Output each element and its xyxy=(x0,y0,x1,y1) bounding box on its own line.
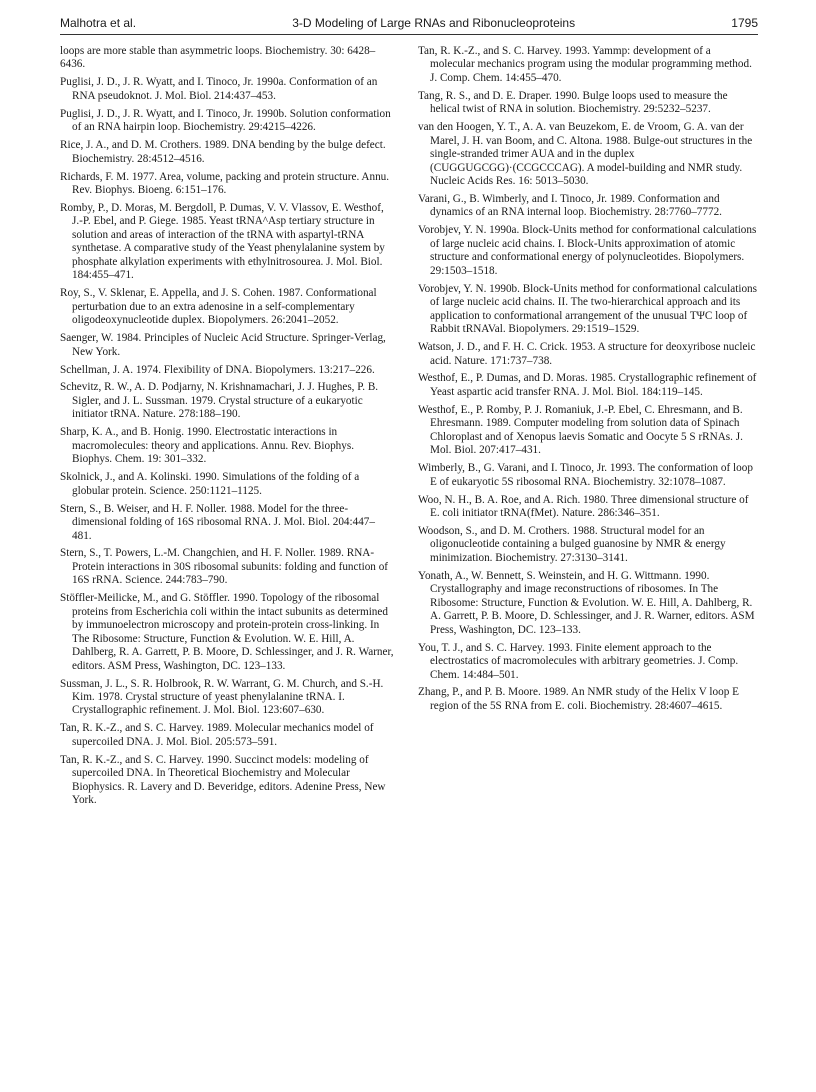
reference-item: Sussman, J. L., S. R. Holbrook, R. W. Warrant, G. M. Church, and S.-H. Kim. 1978. Crystal structure of yeast phenylalanine tRNA. I. Crystallographic refinement. J. Mol. Biol. 123:607–630. xyxy=(60,677,384,717)
reference-item: Skolnick, J., and A. Kolinski. 1990. Simulations of the folding of a globular protein. Science. 250:1121–1125. xyxy=(60,471,360,497)
reference-item: Tan, R. K.-Z., and S. C. Harvey. 1993. Yammp: development of a molecular mechanics program using the modular programming method. J. Comp. Chem. 14:455–470. xyxy=(418,45,752,84)
reference-item: Rice, J. A., and D. M. Crothers. 1989. DNA bending by the bulge defect. Biochemistry. 28:4512–4516. xyxy=(60,139,386,165)
reference-item: Romby, P., D. Moras, M. Bergdoll, P. Dumas, V. V. Vlassov, E. Westhof, J.-P. Ebel, and P. Giege. 1985. Yeast tRNA^Asp tertiary structure in solution and areas of interaction of the tRNA with aspartyl-tRNA synthetase. A comparative study of the Yeast phenylalanine system by phosphate alkylation experiments with ethylnitrosourea. J. Mol. Biol. 184:455–471. xyxy=(60,202,385,282)
reference-item: Westhof, E., P. Dumas, and D. Moras. 1985. Crystallographic refinement of Yeast aspartic acid transfer RNA. J. Mol. Biol. 184:119–145. xyxy=(418,372,757,398)
reference-item: Schevitz, R. W., A. D. Podjarny, N. Krishnamachari, J. J. Hughes, P. B. Sigler, and J. L. Sussman. 1979. Crystal structure of a eukaryotic initiator tRNA. Nature. 278:188–190. xyxy=(60,381,379,421)
reference-item: Saenger, W. 1984. Principles of Nucleic Acid Structure. Springer-Verlag, New York. xyxy=(60,332,386,358)
page-number: 1795 xyxy=(731,16,758,30)
reference-item: Stern, S., T. Powers, L.-M. Changchien, and H. F. Noller. 1989. RNA-Protein interactions in 30S ribosomal subunits: folding and function of 16S rRNA. Science. 244:783–790. xyxy=(60,547,389,587)
reference-column-right xyxy=(418,45,758,718)
title-running-head: 3-D Modeling of Large RNAs and Ribonucleoproteins xyxy=(292,16,576,30)
reference-item: Westhof, E., P. Romby, P. J. Romaniuk, J.-P. Ebel, C. Ehresmann, and B. Ehresmann. 1989. Computer modeling from solution data of Spinach Chloroplast and of Xenopus laevis Somatic and Oocyte 5 S rRNAs. J. Mol. Biol. 207:417–431. xyxy=(418,403,743,457)
reference-item: Wimberly, B., G. Varani, and I. Tinoco, Jr. 1993. The conformation of loop E of eukaryotic 5S ribosomal RNA. Biochemistry. 32:1078–1087. xyxy=(418,462,753,488)
reference-item: Puglisi, J. D., J. R. Wyatt, and I. Tinoco, Jr. 1990a. Conformation of an RNA pseudoknot. J. Mol. Biol. 214:437–453. xyxy=(60,76,378,102)
reference-item: Stern, S., B. Weiser, and H. F. Noller. 1988. Model for the three-dimensional folding of 16S ribosomal RNA. J. Mol. Biol. 204:447–481. xyxy=(60,502,375,542)
reference-item: Yonath, A., W. Bennett, S. Weinstein, and H. G. Wittmann. 1990. Crystallography and image reconstructions of ribosomes. In The Ribosome: Structure, Function & Evolution. W. E. Hill, A. Dahlberg, R. A. Garrett, P. B. Moore, D. Schlessinger, and J. R. Warner, editors. ASM Press, Washington, DC. 123–133. xyxy=(418,569,755,636)
reference-column-left xyxy=(60,45,394,812)
reference-item: Richards, F. M. 1977. Area, volume, packing and protein structure. Annu. Rev. Biophys. Bioeng. 6:151–176. xyxy=(60,170,390,197)
reference-item: Woo, N. H., B. A. Roe, and A. Rich. 1980. Three dimensional structure of E. coli initiator tRNA(fMet). Nature. 286:346–351. xyxy=(418,493,749,520)
running-header xyxy=(60,8,758,30)
reference-item: Tang, R. S., and D. E. Draper. 1990. Bulge loops used to measure the helical twist of RNA in solution. Biochemistry. 29:5232–5237. xyxy=(418,89,728,116)
reference-item: Vorobjev, Y. N. 1990b. Block-Units method for conformational calculations of large nucleic acid chains. II. The two-hierarchical approach and its application to conformational arrangement of the unusual TΨC loop of Rabbit tRNAVal. Biopolymers. 29:1519–1529. xyxy=(418,282,757,336)
reference-item: Woodson, S., and D. M. Crothers. 1988. Structural model for an oligonucleotide containing a bulged guanosine by NMR & energy minimization. Biochemistry. 27:3130–3141. xyxy=(418,525,726,564)
reference-item: Puglisi, J. D., J. R. Wyatt, and I. Tinoco, Jr. 1990b. Solution conformation of an RNA hairpin loop. Biochemistry. 29:4215–4226. xyxy=(60,107,391,134)
reference-item: van den Hoogen, Y. T., A. A. van Beuzekom, E. de Vroom, G. A. van der Marel, J. H. van Boom, and C. Altona. 1988. Bulge-out structures in the single-stranded trimer AUA and in the duplex (CUGGUGCGG)·(CCGCCCAG). A model-building and NMR study. Nucleic Acids Res. 16: 5013–5030. xyxy=(418,121,753,188)
reference-item: Schellman, J. A. 1974. Flexibility of DNA. Biopolymers. 13:217–226. xyxy=(60,363,375,376)
reference-item: Tan, R. K.-Z., and S. C. Harvey. 1989. Molecular mechanics model of supercoiled DNA. J. Mol. Biol. 205:573–591. xyxy=(60,722,374,748)
header-rule xyxy=(60,34,758,35)
reference-item: loops are more stable than asymmetric loops. Biochemistry. 30: 6428–6436. xyxy=(60,45,376,71)
author-running-head: Malhotra et al. xyxy=(60,16,137,30)
reference-item: You, T. J., and S. C. Harvey. 1993. Finite element approach to the electrostatics of macromolecules with arbitrary geometries. J. Comp. Chem. 14:484–501. xyxy=(418,641,739,681)
reference-item: Roy, S., V. Sklenar, E. Appella, and J. S. Cohen. 1987. Conformational perturbation due to an extra adenosine in a self-complementary oligodeoxynucleotide duplex. Biopolymers. 26:2041–2052. xyxy=(60,287,377,327)
reference-item: Zhang, P., and P. B. Moore. 1989. An NMR study of the Helix V loop E region of the 5S RNA from E. coli. Biochemistry. 28:4607–4615. xyxy=(418,686,739,712)
reference-item: Watson, J. D., and F. H. C. Crick. 1953. A structure for deoxyribose nucleic acid. Nature. 171:737–738. xyxy=(418,341,756,367)
reference-item: Varani, G., B. Wimberly, and I. Tinoco, Jr. 1989. Conformation and dynamics of an RNA internal loop. Biochemistry. 28:7760–7772. xyxy=(418,193,722,219)
reference-item: Tan, R. K.-Z., and S. C. Harvey. 1990. Succinct models: modeling of supercoiled DNA. In Theoretical Biochemistry and Molecular Biophysics. R. Lavery and D. Beveridge, editors. Adenine Press, New York. xyxy=(60,753,386,807)
reference-item: Stöffler-Meilicke, M., and G. Stöffler. 1990. Topology of the ribosomal proteins from Escherichia coli within the intact subunits as determined by immunoelectron microscopy and protein-protein cross-linking. In The Ribosome: Structure, Function & Evolution. W. E. Hill, A. Dahlberg, R. A. Garrett, P. B. Moore, D. Schlessinger, and J. R. Warner, editors. ASM Press, Washington, DC. 123–133. xyxy=(60,592,394,672)
reference-item: Sharp, K. A., and B. Honig. 1990. Electrostatic interactions in macromolecules: theory and applications. Annu. Rev. Biophys. Biophys. Chem. 19: 301–332. xyxy=(60,426,355,466)
reference-item: Vorobjev, Y. N. 1990a. Block-Units method for conformational calculations of large nucleic acid chains. I. Block-Units approximation of atomic structure and conformational energy of polynucleotides. Biopolymers. 29:1503–1518. xyxy=(418,224,757,277)
